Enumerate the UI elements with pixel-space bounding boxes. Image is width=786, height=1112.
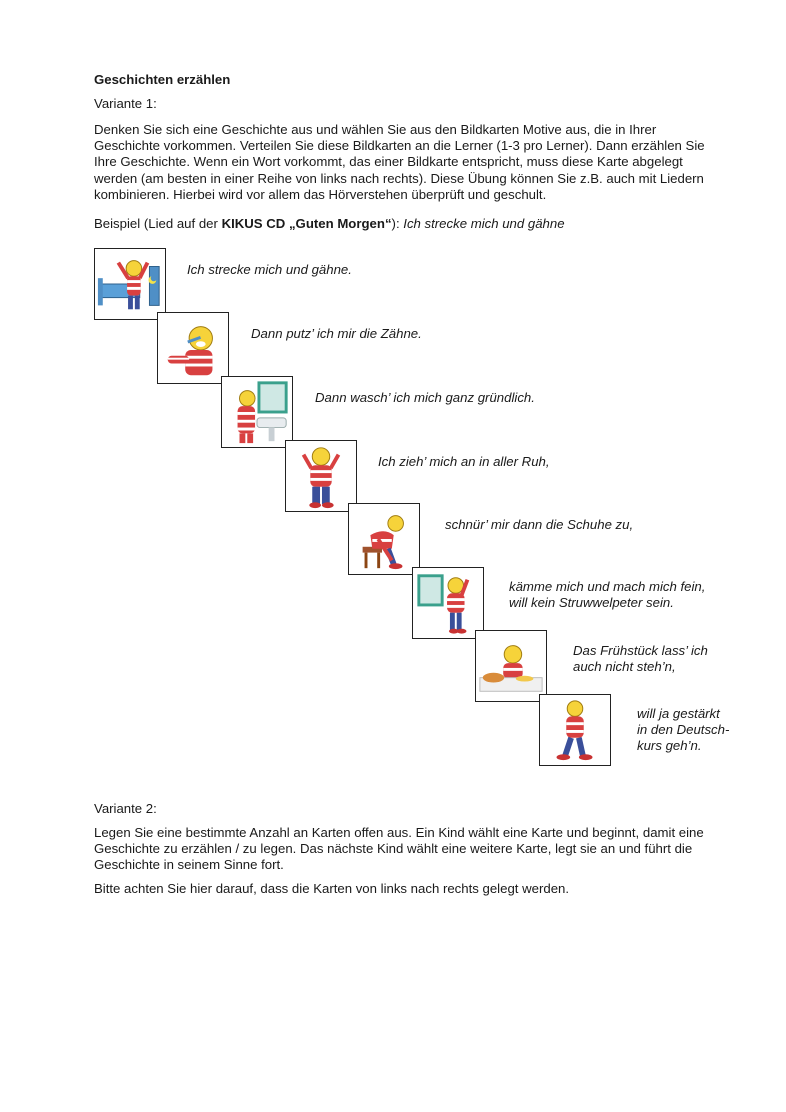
example-song-title: Ich strecke mich und gähne [403,216,565,231]
card-1-caption: Ich strecke mich und gähne. [187,262,352,277]
tie-shoes-icon [349,504,419,574]
card-2-caption: Dann putz’ ich mir die Zähne. [251,326,422,341]
walking-icon [540,695,610,765]
card-5-caption: schnür’ mir dann die Schuhe zu, [445,517,634,532]
example-suffix: ): [391,216,404,231]
example-cd-title: KIKUS CD „Guten Morgen“ [221,216,392,231]
card-4-caption: Ich zieh’ mich an in aller Ruh, [378,454,550,469]
picture-card-4 [285,440,357,512]
picture-card-3 [221,376,293,448]
card-8-caption: will ja gestärkt in den Deutsch- kurs geh’n. [637,706,730,754]
picture-card-2 [157,312,229,384]
variant-2-line: Geschichte in seinem Sinne fort. [94,857,284,873]
variant-2-note: Bitte achten Sie hier darauf, dass die Karten von links nach rechts gelegt werden. [94,881,570,896]
page-title: Geschichten erzählen [94,72,231,87]
variant-1-line: Ihre Geschichte. Wenn ein Wort vorkommt, das einer Bildkarte entspricht, muss diese Karte abgelegt [94,154,683,170]
picture-card-8 [539,694,611,766]
bed-stretch-icon [95,249,165,319]
tooth-brush-icon [158,313,228,383]
picture-card-6 [412,567,484,639]
variant-2-paragraph [94,825,714,874]
variant-1-line: kombinieren. Hierbei wird vor allem das Hörverstehen überprüft und geschult. [94,186,547,202]
card-6-caption: kämme mich und mach mich fein, will kein Struwwelpeter sein. [509,579,706,611]
picture-card-1 [94,248,166,320]
mirror-comb-icon [413,568,483,638]
variant-1-paragraph [94,122,714,203]
picture-card-5 [348,503,420,575]
dressing-icon [286,441,356,511]
variant-1-heading: Variante 1: [94,96,157,111]
variant-1-line: Denken Sie sich eine Geschichte aus und wählen Sie aus den Bildkarten Motive aus, die in Ihrer [94,122,657,137]
example-prefix: Beispiel (Lied auf der [94,216,222,231]
breakfast-icon [476,631,546,701]
variant-2-line: Legen Sie eine bestimmte Anzahl an Karten offen aus. Ein Kind wählt eine Karte und beginnt, damit eine [94,825,704,840]
variant-2-heading: Variante 2: [94,801,157,816]
example-line [94,216,714,232]
picture-card-7 [475,630,547,702]
variant-1-line: werden (am besten in einer Reihe von links nach rechts). Diese Übung können Sie z.B. auch mit Liedern [94,170,704,186]
variant-2-line: Geschichte zu erzählen / zu legen. Das nächste Kind wählt eine weitere Karte, legt sie an und führt die [94,841,693,857]
card-7-caption: Das Frühstück lass’ ich auch nicht steh’n, [573,643,708,675]
variant-1-line: Geschichte vorkommen. Verteilen Sie diese Bildkarten an die Lerner (1-3 pro Lerner). Dann erzählen Sie [94,138,705,154]
card-3-caption: Dann wasch’ ich mich ganz gründlich. [315,390,535,405]
washing-sink-icon [222,377,292,447]
